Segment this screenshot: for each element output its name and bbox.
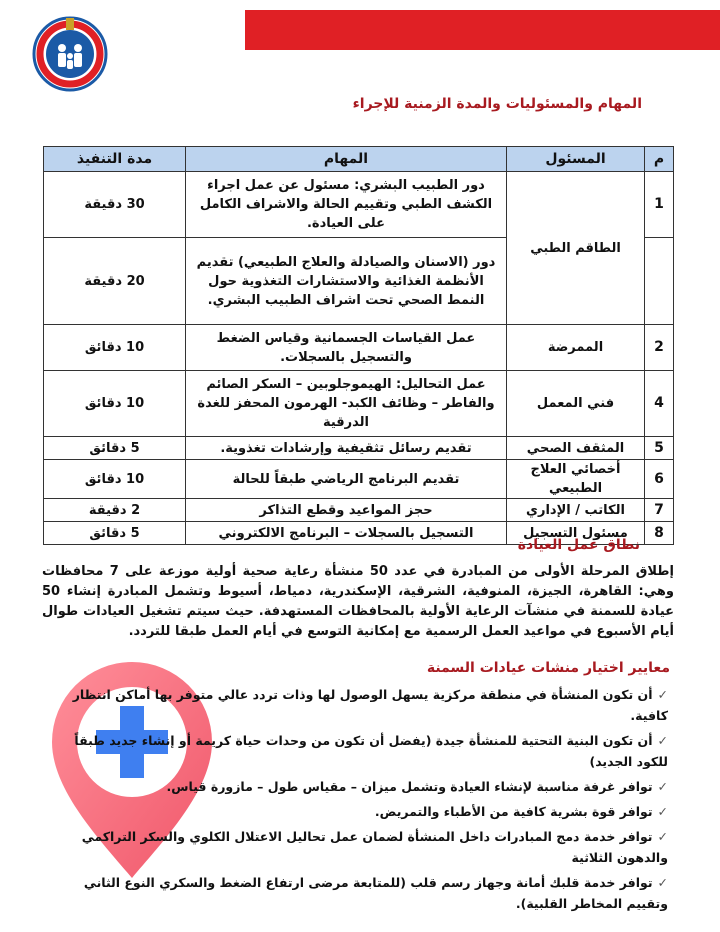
task-cell: عمل القياسات الجسمانية وقياس الضغط والتسجيل بالسجلات. xyxy=(186,325,507,371)
task-cell: دور الطبيب البشري: مسئول عن عمل اجراء الكشف الطبي وتقييم الحالة والاشراف الكامل على العيادة. xyxy=(186,172,507,238)
table-row xyxy=(44,172,674,238)
col-header: مدة التنفيذ xyxy=(44,147,186,172)
row-number: 5 xyxy=(645,437,674,460)
row-number xyxy=(645,238,674,325)
task-cell: تقديم رسائل تثقيفية وإرشادات تغذوية. xyxy=(186,437,507,460)
row-number: 6 xyxy=(645,460,674,499)
table-row xyxy=(44,499,674,522)
responsible-cell: مسئول التسجيل xyxy=(507,522,645,545)
criteria-title: معايير اختيار منشات عيادات السمنة xyxy=(426,660,670,676)
criteria-text: توافر قوة بشرية كافية من الأطباء والتمريض. xyxy=(374,804,653,819)
table-row xyxy=(44,437,674,460)
list-item xyxy=(50,872,668,914)
responsible-cell: الكاتب / الإداري xyxy=(507,499,645,522)
duration-cell: 2 دقيقة xyxy=(44,499,186,522)
scope-paragraph: إطلاق المرحلة الأولى من المبادرة في عدد 50 منشأة رعاية صحية أولية موزعة على 7 محافظات وهي: القاهرة، الجيزة، المنوفية، الشرقية، الإسكندرية، دمياط، أسيوط وتشمل المبادرة إنشاء 50 عيادة للسمنة في منشآت الرعاية الأولية بالمحافظات المستهدفة. حيث سيتم تشغيل العيادات طوال أيام الأسبوع في مواعيد العمل الرسمية مع إمكانية التوسع في أيام العمل طبقا للتردد. xyxy=(42,564,674,639)
responsible-cell: المثقف الصحي xyxy=(507,437,645,460)
list-item xyxy=(50,684,668,726)
checkmark-icon: ✓ xyxy=(657,875,668,890)
duration-cell: 5 دقائق xyxy=(44,437,186,460)
list-item xyxy=(50,826,668,868)
task-cell: حجز المواعيد وقطع التذاكر xyxy=(186,499,507,522)
duration-cell: 10 دقائق xyxy=(44,325,186,371)
criteria-text: أن تكون المنشأة في منطقة مركزية يسهل الوصول لها وذات تردد عالي متوفر بها أماكن انتظار كافية. xyxy=(72,687,668,723)
checkmark-icon: ✓ xyxy=(657,687,668,702)
col-header: المهام xyxy=(186,147,507,172)
scope-title: نطاق عمل العيادة xyxy=(517,537,640,553)
duration-cell: 10 دقائق xyxy=(44,460,186,499)
responsible-cell: فني المعمل xyxy=(507,371,645,437)
responsible-cell: أخصائي العلاج الطبيعي xyxy=(507,460,645,499)
criteria-text: توافر غرفة مناسبة لإنشاء العيادة وتشمل ميزان – مقياس طول – مازورة قياس. xyxy=(166,779,653,794)
row-number: 2 xyxy=(645,325,674,371)
criteria-text: توافر خدمة قلبك أمانة وجهاز رسم قلب (للمتابعة مرضى ارتفاع الضغط والسكري النوع الثاني وتقييم المخاطر القلبية). xyxy=(83,875,668,911)
tasks-table xyxy=(43,146,674,545)
checkmark-icon: ✓ xyxy=(657,829,668,844)
duration-cell: 5 دقائق xyxy=(44,522,186,545)
header-accent-bar xyxy=(245,10,720,50)
table-row xyxy=(44,460,674,499)
responsible-cell: الطاقم الطبي xyxy=(507,172,645,325)
row-number: 7 xyxy=(645,499,674,522)
checkmark-icon: ✓ xyxy=(657,804,668,819)
row-number: 8 xyxy=(645,522,674,545)
duration-cell: 30 دقيقة xyxy=(44,172,186,238)
list-item xyxy=(50,776,668,797)
duration-cell: 20 دقيقة xyxy=(44,238,186,325)
responsible-cell: الممرضة xyxy=(507,325,645,371)
ministry-logo xyxy=(22,10,118,92)
table-header-row xyxy=(44,147,674,172)
task-cell: التسجيل بالسجلات – البرنامج الالكتروني xyxy=(186,522,507,545)
task-cell: دور (الاسنان والصيادلة والعلاج الطبيعي) تقديم الأنظمة الغذائية والاستشارات التغذوية حول النمط الصحي تحت اشراف الطبيب البشري. xyxy=(186,238,507,325)
list-item xyxy=(50,801,668,822)
criteria-text: توافر خدمة دمج المبادرات داخل المنشأة لضمان عمل تحاليل الاعتلال الكلوي والسكر التراكمي والدهون الثلاثية xyxy=(81,829,668,865)
table-row xyxy=(44,325,674,371)
criteria-text: أن تكون البنية التحتية للمنشأة جيدة (يفضل أن تكون من وحدات حياة كريمة أو إنشاء جديد طبقاً للكود الجديد) xyxy=(74,733,668,769)
row-number: 4 xyxy=(645,371,674,437)
col-header: م xyxy=(645,147,674,172)
criteria-list xyxy=(50,684,668,918)
checkmark-icon: ✓ xyxy=(657,733,668,748)
duration-cell: 10 دقائق xyxy=(44,371,186,437)
col-header: المسئول xyxy=(507,147,645,172)
task-cell: تقديم البرنامج الرياضي طبقاً للحالة xyxy=(186,460,507,499)
checkmark-icon: ✓ xyxy=(657,779,668,794)
page-title: المهام والمسئوليات والمدة الزمنية للإجراء xyxy=(352,96,642,112)
row-number: 1 xyxy=(645,172,674,238)
table-row xyxy=(44,371,674,437)
task-cell: عمل التحاليل: الهيموجلوبين – السكر الصائم والفاطر – وظائف الكبد- الهرمون المحفز للغدة الدرقية xyxy=(186,371,507,437)
list-item xyxy=(50,730,668,772)
